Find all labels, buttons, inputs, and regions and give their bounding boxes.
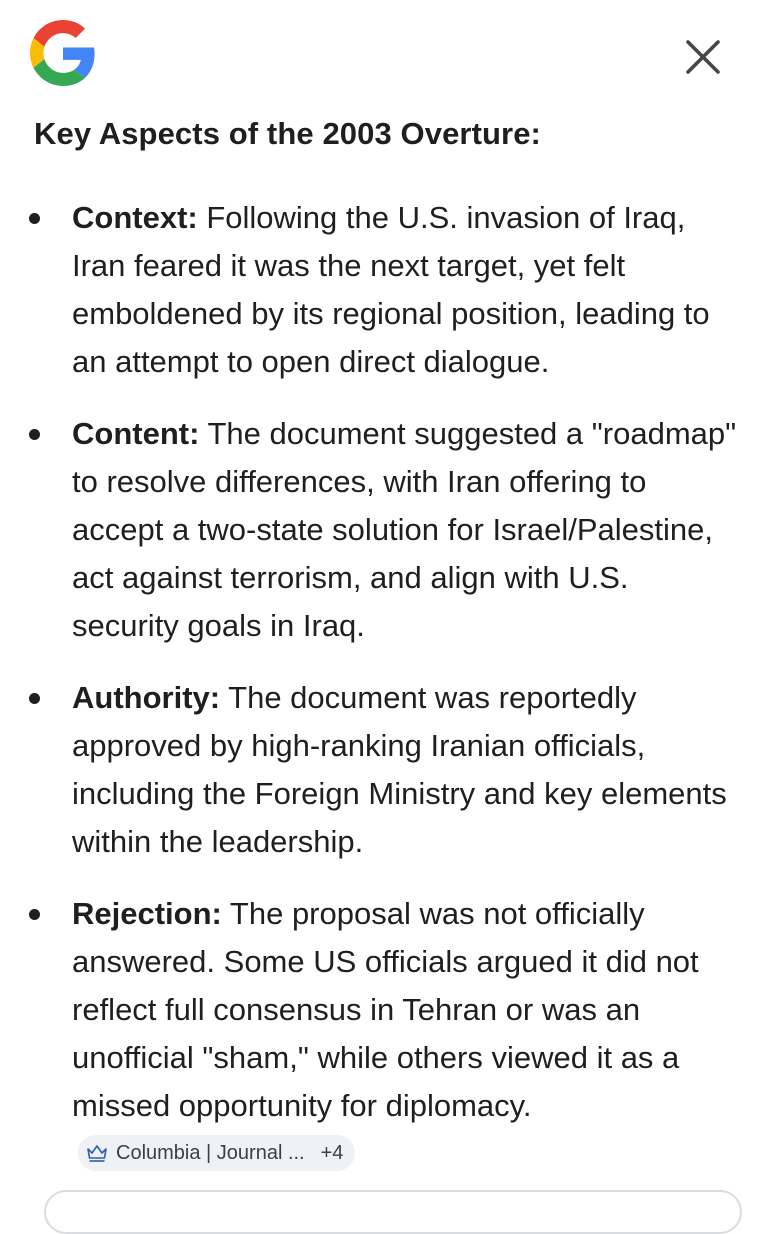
bullet-dot bbox=[29, 429, 40, 440]
page-title: Key Aspects of the 2003 Overture: bbox=[34, 116, 541, 151]
bullet-term: Content: bbox=[72, 416, 200, 451]
bottom-input-card[interactable] bbox=[44, 1190, 742, 1234]
bullet-term: Authority: bbox=[72, 680, 221, 715]
bullet-term: Context: bbox=[72, 200, 198, 235]
bullet-text: The document was reportedly approved by high-ranking Iranian officials, including the Foreign Ministry and key elements within the leadership. bbox=[72, 680, 727, 859]
bullet-text: Following the U.S. invasion of Iraq, Iran feared it was the next target, yet felt emboldened by its regional position, leading to an attempt to open direct dialogue. bbox=[72, 200, 710, 379]
google-g-icon bbox=[30, 20, 96, 86]
source-chip-count: +4 bbox=[320, 1141, 344, 1164]
bullet-dot bbox=[29, 693, 40, 704]
bullet-term: Rejection: bbox=[72, 896, 222, 931]
bullet-dot bbox=[29, 909, 40, 920]
source-chip-label: Columbia | Journal ... bbox=[116, 1141, 305, 1164]
bullet-text: The document suggested a "roadmap" to resolve differences, with Iran offering to accept a two-state solution for Israel/Palestine, act against terrorism, and align with U.S. security goals in Iraq. bbox=[72, 416, 737, 643]
list-item bbox=[0, 194, 779, 386]
top-bar bbox=[0, 0, 779, 110]
list-item bbox=[0, 410, 779, 650]
source-chip[interactable] bbox=[78, 1135, 355, 1171]
bullet-dot bbox=[29, 213, 40, 224]
close-icon[interactable] bbox=[680, 34, 726, 80]
bullet-list bbox=[0, 194, 779, 1202]
list-item bbox=[0, 890, 779, 1178]
bullet-text: The proposal was not officially answered. Some US officials argued it did not reflect full consensus in Tehran or was an unofficial "sham," while others viewed it as a missed opportunity for diplomacy. bbox=[72, 896, 699, 1123]
list-item bbox=[0, 674, 779, 866]
crown-icon bbox=[86, 1143, 108, 1163]
